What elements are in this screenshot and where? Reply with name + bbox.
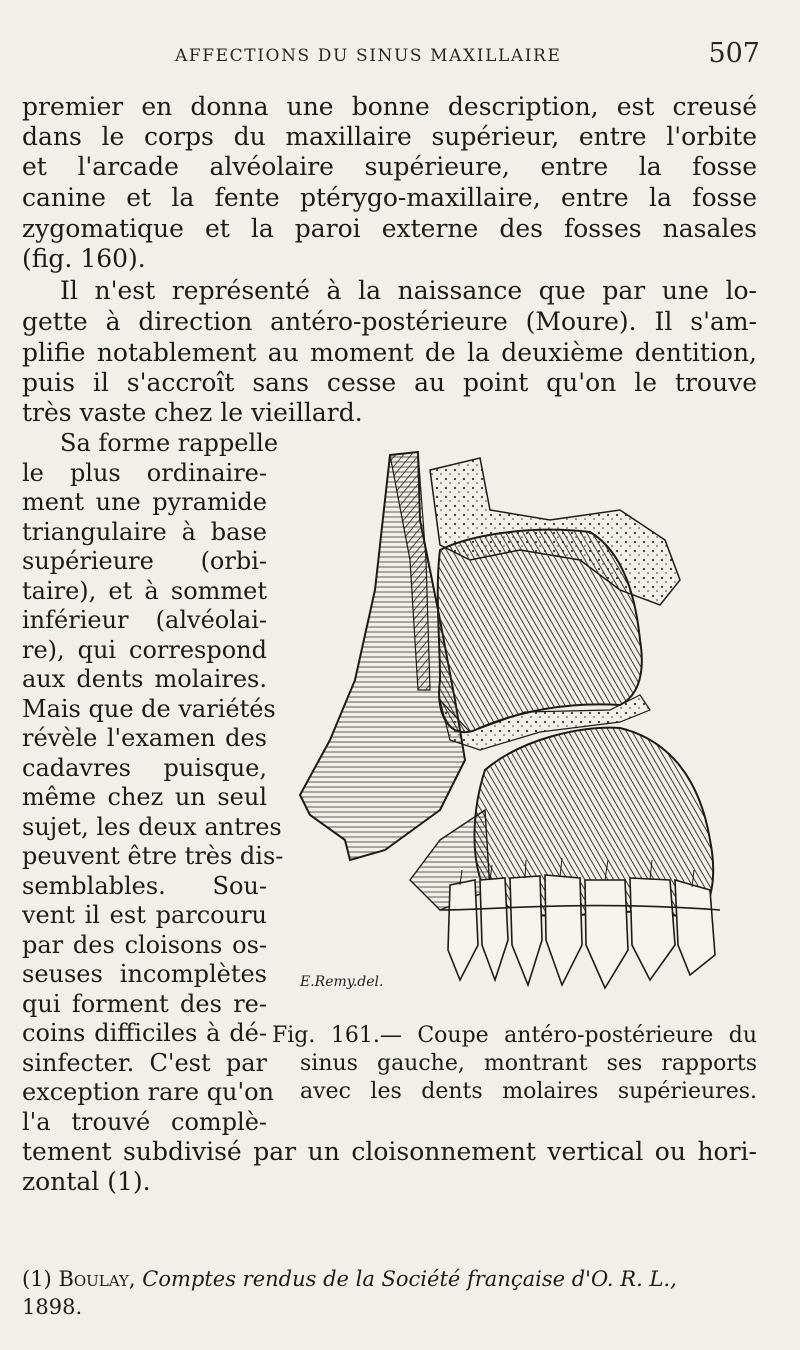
figure-label: Fig. 161.: [272, 1023, 380, 1048]
para3-line: sinfecter. C'est par: [22, 1049, 267, 1077]
para3-line: aux dents molaires.: [22, 665, 267, 693]
para3-line: zontal (1).: [22, 1167, 151, 1196]
footnote-year: 1898.: [22, 1295, 83, 1319]
para3-line: inférieur (alvéolai-: [22, 606, 267, 634]
para3-line: re), qui correspond: [22, 636, 267, 664]
footnote-marker: (1): [22, 1267, 52, 1291]
para3-line: même chez un seul: [22, 783, 267, 811]
para3-line: sujet, les deux antres: [22, 813, 282, 841]
para3-line: supérieure (orbi-: [22, 547, 267, 575]
figure-caption-line: sinus gauche, montrant ses rapports: [300, 1051, 757, 1076]
para3-line: par des cloisons os-: [22, 931, 267, 959]
para3-line: révèle l'examen des: [22, 724, 267, 752]
figure-caption-line: [272, 1022, 757, 1050]
para3-line: vent il est parcouru: [22, 901, 267, 929]
para2-line: gette à direction antéro-postérieure (Moure). Il s'am-: [22, 307, 757, 336]
para3-line: peuvent être très dis-: [22, 842, 284, 870]
page-number: 507: [708, 38, 760, 69]
figure-caption-line: avec les dents molaires supérieures.: [300, 1079, 757, 1104]
para3-line: seuses incomplètes: [22, 960, 267, 988]
para2-line: très vaste chez le vieillard.: [22, 398, 363, 427]
para3-line: coins difficiles à dé-: [22, 1019, 267, 1047]
para1-line: canine et la fente ptérygo-maxillaire, entre la fosse: [22, 183, 757, 212]
para3-line: exception rare qu'on: [22, 1078, 275, 1106]
para3-line: Mais que de variétés: [22, 695, 276, 723]
para3-line: cadavres puisque,: [22, 754, 267, 782]
para3-line: le plus ordinaire-: [22, 459, 267, 487]
footnote: [22, 1265, 757, 1293]
caption-text: — Coupe antéro-postérieure du: [379, 1023, 757, 1048]
para1-line: dans le corps du maxillaire supérieur, entre l'orbite: [22, 122, 757, 151]
sinus-section-illustration: [290, 440, 760, 1020]
para3-line: qui forment des re-: [22, 990, 267, 1018]
para3-line: l'a trouvé complè-: [22, 1108, 267, 1136]
para1-line: et l'arcade alvéolaire supérieure, entre la fosse: [22, 152, 757, 181]
para3-line: taire), et à sommet: [22, 577, 267, 605]
footnote-title: Comptes rendus de la Société française d'O. R. L.,: [142, 1267, 677, 1291]
para3-line: triangulaire à base: [22, 518, 267, 546]
para3-line: ment une pyramide: [22, 488, 267, 516]
para3-line: Sa forme rappelle: [60, 429, 279, 457]
para1-line: premier en donna une bonne description, est creusé: [22, 92, 757, 121]
illustrator-signature: E.Remy.del.: [300, 974, 384, 990]
para3-line: tement subdivisé par un cloisonnement vertical ou hori-: [22, 1137, 757, 1166]
para2-line: plifie notablement au moment de la deuxième dentition,: [22, 338, 757, 367]
para2-line: puis il s'accroît sans cesse au point qu'on le trouve: [22, 368, 757, 397]
running-head: [0, 38, 800, 78]
running-title: AFFECTIONS DU SINUS MAXILLAIRE: [175, 46, 562, 66]
para2-line: Il n'est représenté à la naissance que par une lo-: [60, 276, 757, 305]
para3-line: semblables. Sou-: [22, 872, 267, 900]
footnote-author: Boulay,: [58, 1267, 136, 1291]
para1-line: (fig. 160).: [22, 244, 146, 273]
para1-line: zygomatique et la paroi externe des fosses nasales: [22, 214, 757, 243]
